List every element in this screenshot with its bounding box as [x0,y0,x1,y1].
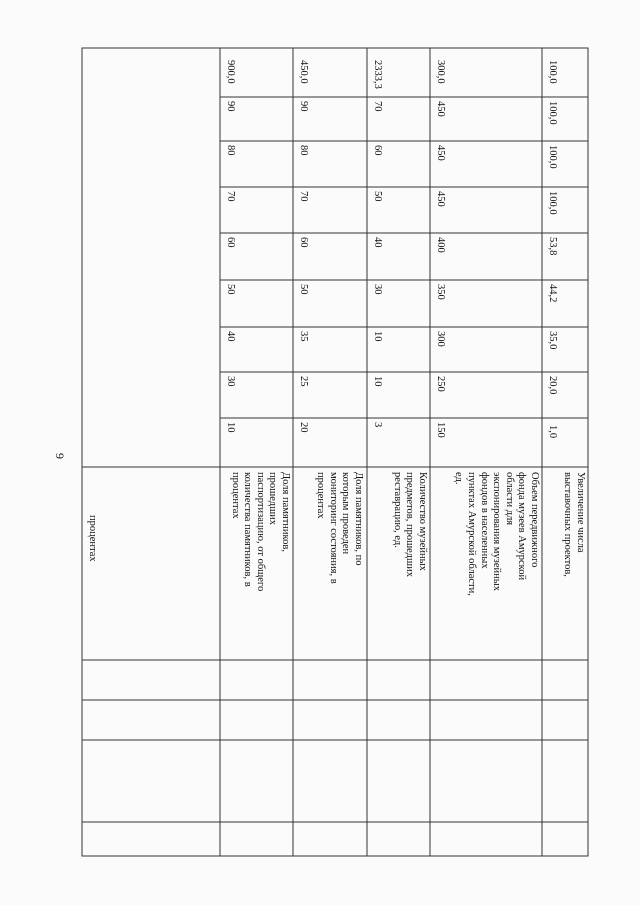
table-cell: 350 [435,284,446,300]
table-cell: 60 [372,145,383,156]
table-cell: 2333,3 [372,60,383,89]
table-cell: 80 [225,145,236,156]
table-cell: 300 [435,331,446,347]
table-cell: 80 [298,145,309,156]
table-cell: 150 [435,422,446,438]
table-cell: 70 [298,191,309,202]
table-cell: 100,0 [547,101,558,125]
table-cell: 90 [225,101,236,112]
header-cell: процентах [87,515,98,562]
row-label: Доля памятников, прошедших паспортизацию, от общего количества памятников, в процентах [229,472,291,592]
table-cell: 90 [298,101,309,112]
table-cell: 3 [372,422,383,428]
table-cell: 250 [435,376,446,392]
row-label: Доля памятников, по которым проведен мониторинг состояния, в процентах [315,472,364,584]
row-label: Увеличение числа выставочных проектов, [562,472,586,577]
table-cell: 900,0 [225,60,236,84]
table-cell: 30 [372,284,383,295]
table-cell: 450 [435,101,446,117]
table-cell: 400 [435,237,446,253]
table-cell: 53,8 [547,237,558,256]
table-cell: 40 [372,237,383,248]
table-cell: 100,0 [547,191,558,215]
table-cell: 1,0 [547,425,558,439]
table-cell: 50 [225,284,236,295]
table-cell: 30 [225,376,236,387]
table-cell: 10 [225,422,236,433]
table-cell: 35,0 [547,331,558,350]
table-cell: 70 [372,101,383,112]
table-cell: 450 [435,145,446,161]
table-cell: 20,0 [547,376,558,395]
table-cell: 300,0 [435,60,446,84]
page-number: 9 [53,453,67,459]
table-cell: 35 [298,331,309,342]
row-label: Количество музейных предметов, прошедших реставрацию, ед. [391,472,428,577]
table-cell: 70 [225,191,236,202]
table-cell: 100,0 [547,145,558,169]
table-cell: 20 [298,422,309,433]
table-cell: 44,2 [547,284,558,303]
table-cell: 50 [372,191,383,202]
table-cell: 60 [298,237,309,248]
table-cell: 450,0 [298,60,309,84]
table-cell: 40 [225,331,236,342]
table-cell: 450 [435,191,446,207]
row-label: Объем передвижного фонда музеев Амурской области для экспонирования музейных фондов в населенных пунктах Амурской области, ед. [453,472,540,596]
table-cell: 60 [225,237,236,248]
table-cell: 10 [372,331,383,342]
table-cell: 25 [298,376,309,387]
table-cell: 100,0 [547,60,558,84]
table-cell: 10 [372,376,383,387]
table-cell: 50 [298,284,309,295]
